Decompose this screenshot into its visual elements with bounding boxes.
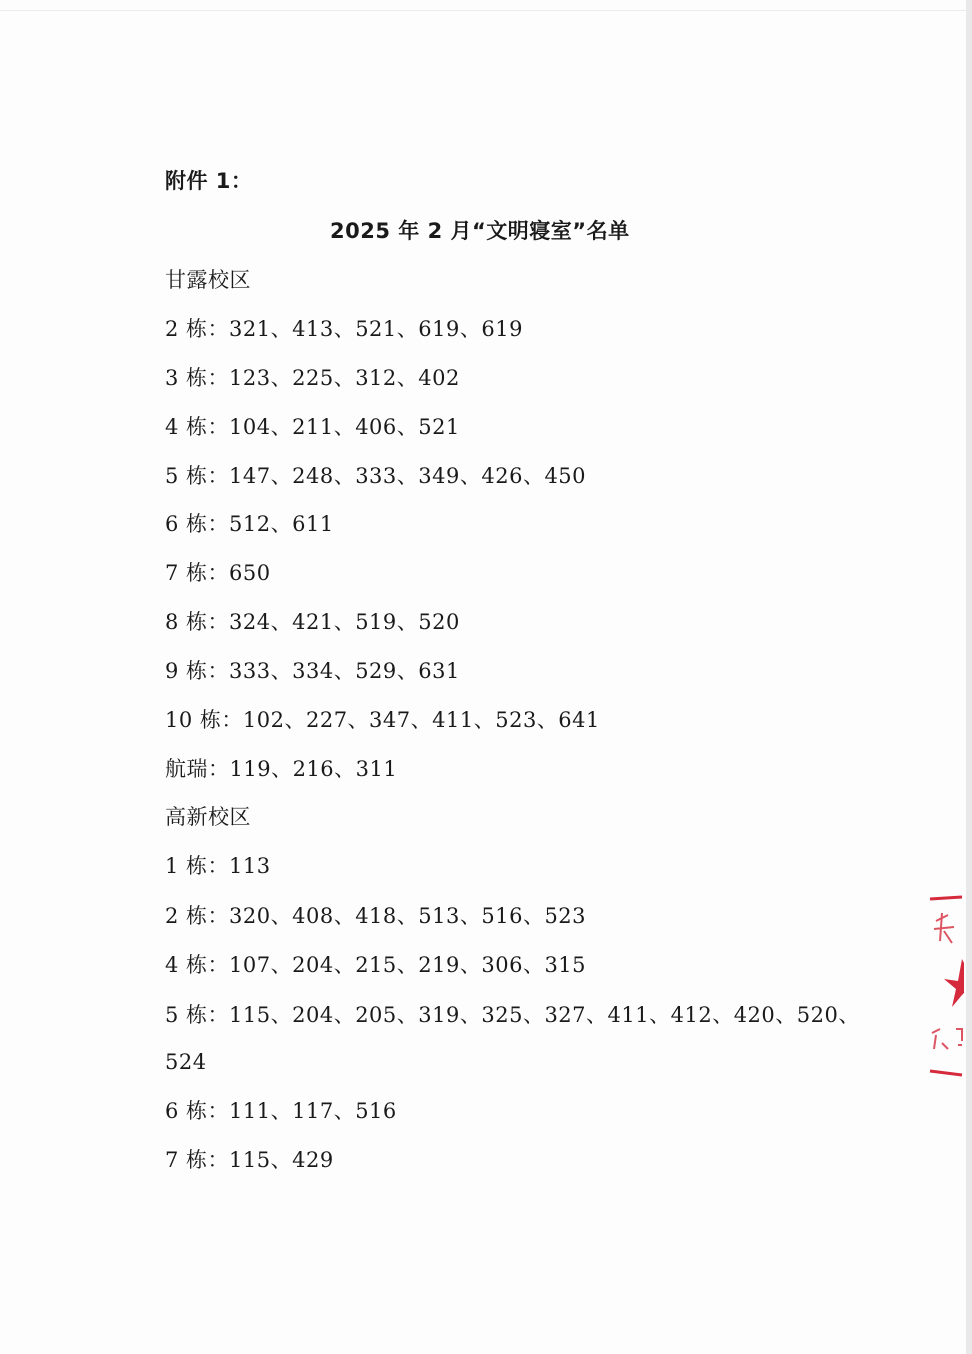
list-item: 7 栋：650 [165, 561, 271, 585]
list-item: 6 栋：111、117、516 [165, 1099, 397, 1123]
list-item: 1 栋：113 [165, 854, 271, 878]
list-item: 4 栋：104、211、406、521 [165, 415, 460, 439]
document-title: 2025 年 2 月“文明寝室”名单 [330, 219, 630, 243]
list-item: 8 栋：324、421、519、520 [165, 610, 460, 634]
campus-heading-gaoxin: 高新校区 [165, 805, 251, 829]
list-item: 2 栋：320、408、418、513、516、523 [165, 904, 587, 928]
official-seal-stamp [918, 893, 968, 1083]
list-item: 3 栋：123、225、312、402 [165, 366, 460, 390]
list-item: 5 栋：147、248、333、349、426、450 [165, 464, 587, 488]
attachment-label: 附件 1： [165, 169, 253, 193]
list-item: 6 栋：512、611 [165, 512, 334, 536]
list-item-continuation: 524 [165, 1050, 207, 1074]
page-right-edge [966, 0, 972, 1354]
page-top-edge [0, 10, 972, 11]
list-item: 航瑞：119、216、311 [165, 757, 398, 781]
list-item: 2 栋：321、413、521、619、619 [165, 317, 523, 341]
campus-heading-ganlu: 甘露校区 [165, 268, 251, 292]
list-item: 9 栋：333、334、529、631 [165, 659, 460, 683]
list-item: 7 栋：115、429 [165, 1148, 334, 1172]
list-item: 10 栋：102、227、347、411、523、641 [165, 708, 600, 732]
list-item: 5 栋：115、204、205、319、325、327、411、412、420、520、 [165, 1003, 860, 1027]
list-item: 4 栋：107、204、215、219、306、315 [165, 953, 587, 977]
